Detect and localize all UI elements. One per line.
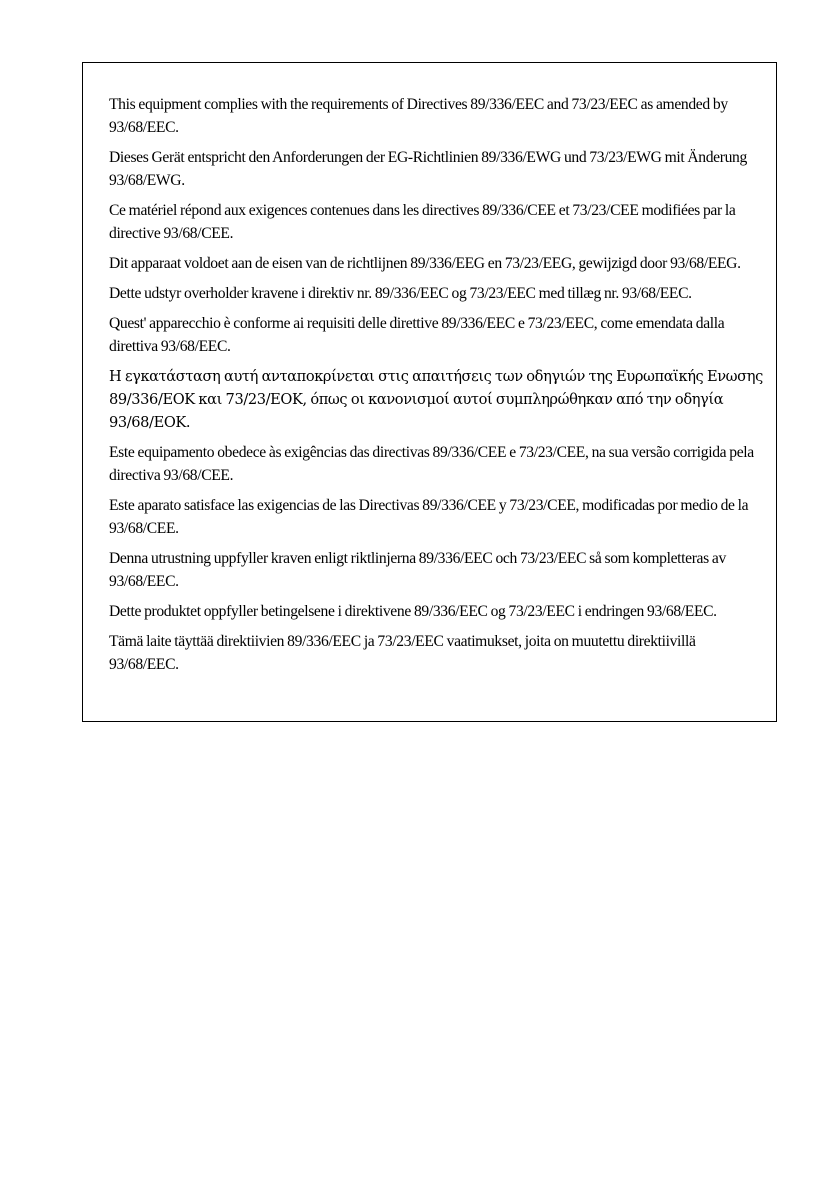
statement-italian: Quest' apparecchio è conforme ai requisiti delle direttive 89/336/EEC e 73/23/EEC, come emendata dalla direttiva 93/68/EEC.	[109, 315, 725, 355]
statement-danish: Dette udstyr overholder kravene i direktiv nr. 89/336/EEC og 73/23/EEC med tillæg nr. 93/68/EEC.	[109, 285, 692, 302]
statement-finnish: Tämä laite täyttää direktiivien 89/336/EEC ja 73/23/EEC vaatimukset, joita on muutettu direktiivillä 93/68/EEC.	[109, 633, 696, 673]
statement-portuguese: Este equipamento obedece às exigências das directivas 89/336/CEE e 73/23/CEE, na sua versão corrigida pela directiva 93/68/CEE.	[109, 444, 754, 484]
compliance-notice-box	[82, 62, 777, 722]
statement-greek: Η εγκατάσταση αυτή ανταποκρίνεται στις απαιτήσεις των οδηγιών της Ευρωπαϊκής Ενωσης 89/336/ΕΟΚ και 73/23/ΕΟΚ, όπως οι κανονισμοί αυτοί συμπληρώθηκαν από την οδηγία 93/68/ΕΟΚ.	[109, 368, 763, 431]
statement-norwegian: Dette produktet oppfyller betingelsene i direktivene 89/336/EEC og 73/23/EEC i endringen 93/68/EEC.	[109, 603, 717, 620]
statement-spanish: Este aparato satisface las exigencias de las Directivas 89/336/CEE y 73/23/CEE, modificadas por medio de la 93/68/CEE.	[109, 497, 749, 537]
statement-french: Ce matériel répond aux exigences contenues dans les directives 89/336/CEE et 73/23/CEE modifiées par la directive 93/68/CEE.	[109, 202, 736, 242]
statement-english: This equipment complies with the requirements of Directives 89/336/EEC and 73/23/EEC as amended by 93/68/EEC.	[109, 96, 728, 136]
statement-dutch: Dit apparaat voldoet aan de eisen van de richtlijnen 89/336/EEG en 73/23/EEG, gewijzigd door 93/68/EEG.	[109, 255, 741, 272]
statement-german: Dieses Gerät entspricht den Anforderungen der EG-Richtlinien 89/336/EWG und 73/23/EWG mit Änderung 93/68/EWG.	[109, 149, 747, 189]
statement-swedish: Denna utrustning uppfyller kraven enligt riktlinjerna 89/336/EEC och 73/23/EEC så som kompletteras av 93/68/EEC.	[109, 550, 726, 590]
